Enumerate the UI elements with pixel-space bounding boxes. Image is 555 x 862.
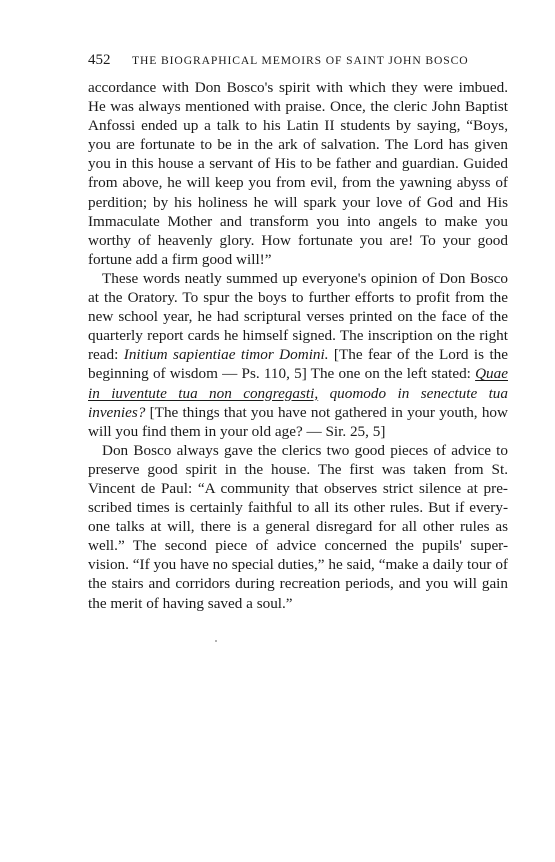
running-head	[88, 52, 508, 74]
paragraph-3: Don Bosco always gave the clerics two good pieces of advice to preserve good spirit in the house. The first was taken from St. Vincent de Paul: “A community that observes strict silence at pre-scribed times is certainly faithful to all its other rules. But if every-one talks at will, there is a general disregard for all other rules as well.” The second piece of advice concerned the pupils' super-vision. “If you have no special duties,” he said, “make a daily tour of the stairs and corridors during recreation periods, and you will gain the merit of having saved a soul.”	[88, 441, 508, 612]
paragraph-2-text-2: [The fear of the Lord is the beginning of wisdom — Ps. 110, 5] The one on the left stated:	[88, 346, 508, 383]
paragraph-2-text-1: These words neatly summed up everyone's opinion of Don Bosco at the Oratory. To spur the boys to further efforts to profit from the new school year, he had scriptural verses printed on the face of the quarterly report cards he himself signed. The inscription on the right read:	[88, 269, 508, 364]
paragraph-1: accordance with Don Bosco's spirit with which they were imbued. He was always mentioned with praise. Once, the cleric John Baptist Anfossi ended up a talk to his Latin II students by saying, “Boys, you are fortunate to be in the ark of salvation. The Lord has given you in this house a servant of His to be father and guardian. Guided from above, he will keep you from evil, from the yawning abyss of perdition; by his holiness he will spark your love of God and His Immaculate Mother and transform you into angels to make you worthy of heavenly glory. How fortunate you are! To your good fortune add a firm good will!”	[88, 79, 508, 268]
latin-inscription-left-rest: quomodo in senectute tua invenies?	[88, 384, 508, 421]
stray-ink-mark	[215, 640, 217, 642]
running-title: THE BIOGRAPHICAL MEMOIRS OF SAINT JOHN BOSCO	[132, 54, 469, 67]
page-number: 452	[88, 52, 111, 68]
latin-inscription-right: Initium sapientiae timor Domini.	[123, 346, 329, 364]
body-text	[88, 78, 508, 613]
latin-inscription-left-underlined: Quae in iuventute tua non congregasti,	[88, 365, 508, 402]
paragraph-2-text-3: [The things that you have not gathered in your youth, how will you find them in your old age? — Sir. 25, 5]	[88, 403, 508, 440]
book-page	[88, 52, 508, 613]
paragraph-2	[88, 269, 508, 441]
